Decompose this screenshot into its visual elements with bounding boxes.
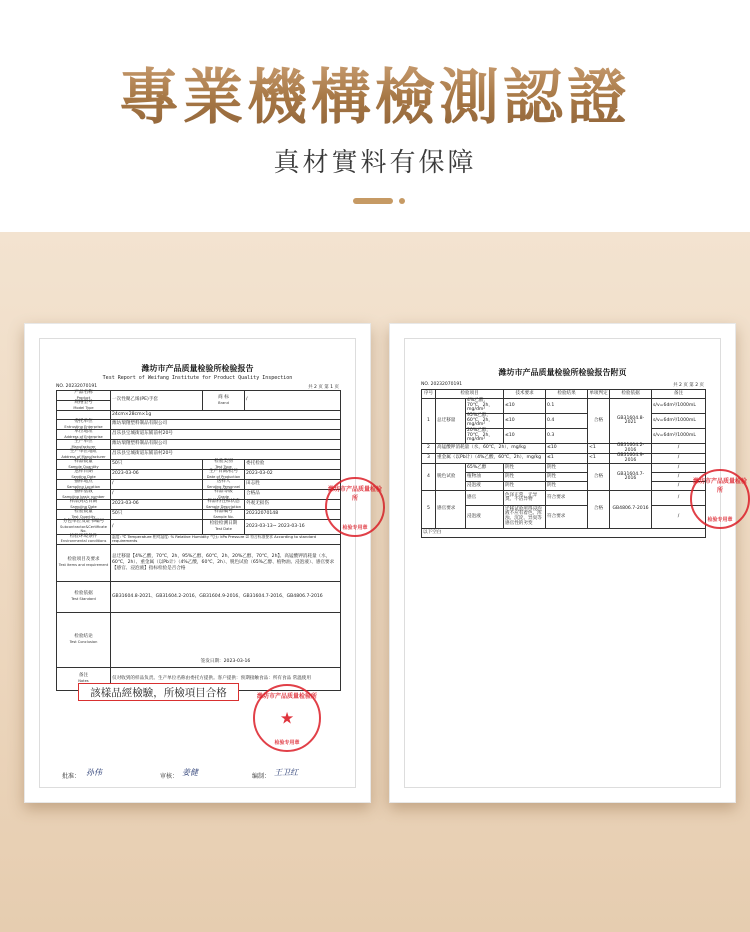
report-number: NO. 20232070191 xyxy=(56,384,98,389)
page-title: 專業機構檢測認證 xyxy=(0,50,750,136)
grid-row: 送样日期 Sending Date 2023-03-06 生产日期/批号 Date of Production 2023-03-02 xyxy=(57,470,341,480)
hero-section xyxy=(0,0,750,232)
conclusion-highlight-note: 該樣品經檢驗，所檢項目合格 xyxy=(78,683,239,701)
grid-row: 抽样地点 Sampling Location / 送样人 Sending Personnel 田志胜 xyxy=(57,480,341,490)
report-page-1 xyxy=(39,338,382,788)
table-row: 20%乙醇，70℃，2h，mg/dm² ≤10 0.3 s/v=6dm²/1000mL xyxy=(422,429,706,444)
approve-label: 批准： xyxy=(62,773,81,780)
table-row: 1 总迁移量 4%乙酸，70℃，2h，mg/dm² ≤10 0.1 合格 GB31604.8-2021 s/v=6dm²/1000mL xyxy=(422,399,706,414)
grid-row: 检验数量 Test Quantity 50只 样品编号 Sample No. 20232070148 xyxy=(57,510,341,520)
grid-row: 样品到达日期 Sampling Date 2023-03-06 样品特性和状态 Sample Description 外观无损伤 xyxy=(57,500,341,510)
stamp-star-icon: ★ xyxy=(279,708,295,728)
environment-row: 检验环境条件 Environmental conditions 温度: ℃ Temperature 相对湿度: % Relative Humidity 气压: kPa Pressure ☑ 符合标准要求 According to standard requirements xyxy=(57,534,341,544)
appendix-table xyxy=(421,389,706,538)
decorative-bar xyxy=(353,198,393,204)
page-subtitle: 真材實料有保障 xyxy=(273,148,477,178)
report-frame-2 xyxy=(389,323,747,803)
table-row: 3 重金属（以Pb计）（4%乙酸，60℃，2h），mg/kg ≤1 <1 GB31604.9-2016 / xyxy=(422,454,706,464)
manufacturer-address-value: 昌乐县宝城街道东铺前村20号 xyxy=(111,450,341,460)
grid-row: 分包单位及证书编号 Subcontractor&Certificate No. / 检验检测日期 Test Date 2023-03-13~ 2023-03-16 xyxy=(57,520,341,535)
table-row: 浸泡液 迁移试验所得浸泡液不应有着色、浑浊、沉淀、异臭等感官性的劣变 符合要求 / xyxy=(422,506,706,529)
decorative-dot xyxy=(399,198,405,204)
appendix-number: NO. 20232070191 xyxy=(421,382,463,387)
manufacturer-label: 生产单位 Manufacturer xyxy=(57,440,111,450)
report-frame-1 xyxy=(24,323,382,803)
conclusion-row: 检验结论 Test Conclusion 签发日期：2023-03-16 xyxy=(57,612,341,667)
table-row: 植物油 阴性 阴性 / xyxy=(422,473,706,482)
entrust-address-value: 昌乐县宝城街道东铺前村20号 xyxy=(111,430,341,440)
report-info-table xyxy=(56,390,341,691)
entrust-address-label: 单位地址 Address of Enterprise xyxy=(57,430,111,440)
table-row: 浸泡液 阴性 阴性 / xyxy=(422,482,706,491)
make-label: 编制： xyxy=(252,773,271,780)
report-page-count: 共 2 页 第 1 页 xyxy=(308,385,339,390)
seam-stamp: 潍坊市产品质量检验所 检验专用章 xyxy=(325,477,385,537)
model-label: 规格型号 Model Type xyxy=(57,401,111,411)
table-footer-row: 以下空白 xyxy=(422,529,706,538)
report-title: 潍坊市产品质量检验所检验报告 xyxy=(141,363,254,373)
grid-row: 抽样基数 Sampling basic number / 样品等级 Grade 合格品 xyxy=(57,490,341,500)
review-signature: 姜健 xyxy=(182,768,198,777)
manufacturer-address-label: 生产单位地址 Address of Manufacturer xyxy=(57,450,111,460)
entrust-label: 委托单位 Entrusting Enterprise xyxy=(57,420,111,430)
appendix-seam-stamp: 潍坊市产品质量检验所 检验专用章 xyxy=(690,469,750,529)
report-subtitle: Test Report of Weifang Institute for Product Quality Inspection xyxy=(102,375,293,381)
table-row: 4 脱色试验 65%乙醇 阴性 阴性 合格 GB31604.7-2016 / xyxy=(422,464,706,473)
grid-row: 样品数量 Sample Quantity 50只 检验类别 Test Type 委托检验 xyxy=(57,460,341,470)
brand-label: 商 标 Brand xyxy=(203,391,245,411)
approve-signature: 孙伟 xyxy=(86,768,102,777)
table-row: 2 高锰酸钾消耗量（水，60℃，2h），mg/kg ≤10 <1 GB31604.2-2016 / xyxy=(422,444,706,454)
entrust-value: 潍坊瑞翔塑料制品有限公司 xyxy=(111,420,341,430)
appendix-header-row: 序号 检验项目 技术要求 检验结果 单项判定 检验依据 备注 xyxy=(422,390,706,399)
appendix-title: 潍坊市产品质量检验所检验报告附页 xyxy=(498,367,627,377)
official-stamp: 潍坊市产品质量检验所 ★ 检验专用章 xyxy=(253,684,321,752)
report-page-2 xyxy=(404,338,747,788)
items-row: 检验项目及要求 Test items and requirement 总迁移量【4%乙酸，70℃，2h，95%乙醇，60℃，2h，20%乙醇，70℃，2h】、高锰酸钾消耗量（水，60℃，2h）、重金属（以Pb计）（4%乙酸，60℃，2h）、脱色试验（65%乙醇、植物油、浸泡液）、感官要求【感官、浸泡液】指标检验是否合格 xyxy=(57,544,341,581)
model-value: 24cm×28cm×1g xyxy=(111,411,341,420)
table-row: 5 感官要求 感官 色泽正常，无异臭、不洁异物 符合要求 合格 GB4806.7-2016 / xyxy=(422,491,706,506)
make-signature: 王卫红 xyxy=(274,768,298,777)
appendix-page-count: 共 2 页 第 2 页 xyxy=(673,383,704,388)
product-value: 一次性聚乙烯(PE)手套 xyxy=(111,391,203,411)
notes-row: 备注 Notes 仅对收到的样品负责。生产单位名称由委托方提供。客户提供：预期接触食品：所有食品 常温使用 xyxy=(57,667,341,690)
manufacturer-value: 潍坊瑞翔塑料制品有限公司 xyxy=(111,440,341,450)
product-label: 产品名称 Product xyxy=(57,391,111,401)
standard-row: 检验依据 Test Standard GB31604.8-2021、GB31604.2-2016、GB31604.9-2016、GB31604.7-2016、GB4806.7-2016 xyxy=(57,581,341,612)
table-row: 95%乙醇，60℃，2h，mg/dm² ≤10 0.4 s/v=6dm²/1000mL xyxy=(422,414,706,429)
review-label: 审核： xyxy=(160,773,179,780)
brand-value: / xyxy=(245,391,341,411)
